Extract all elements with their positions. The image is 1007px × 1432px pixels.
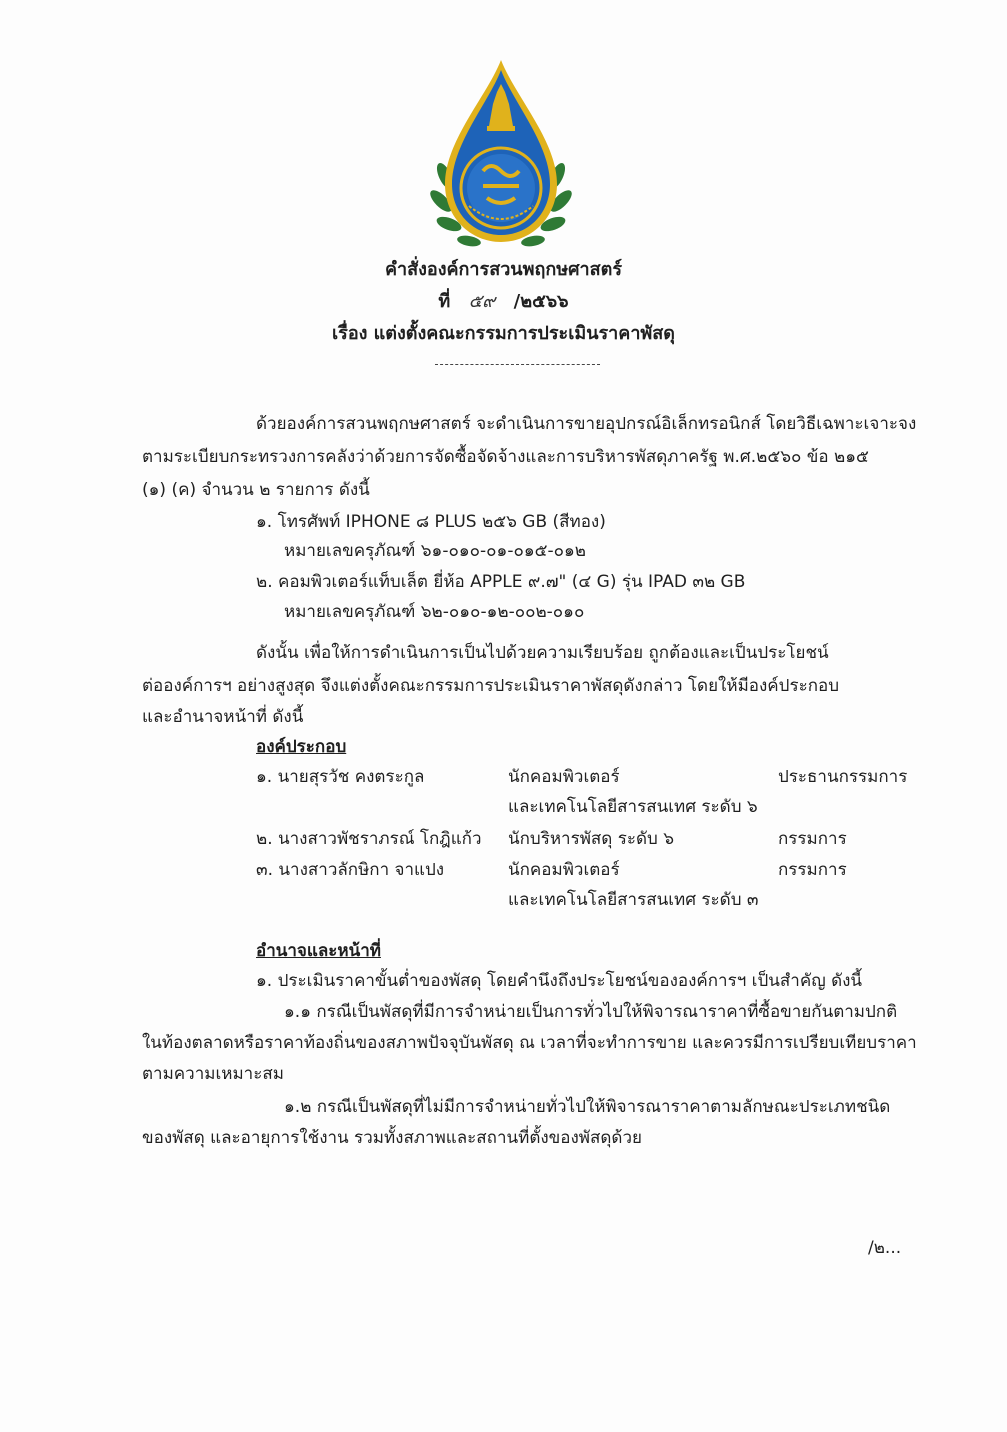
- organization-seal-logo: [427, 56, 575, 251]
- member-1-position-cont: และเทคโนโลยีสารสนเทศ ระดับ ๖: [508, 797, 758, 817]
- item-1-code: หมายเลขครุภัณฑ์ ๖๑-๐๑๐-๐๑-๐๑๕-๐๑๒: [284, 541, 586, 561]
- purpose-line-1: ดังนั้น เพื่อให้การดำเนินการเป็นไปด้วยความเรียบร้อย ถูกต้องและเป็นประโยชน์: [256, 643, 829, 663]
- member-3-name: ๓. นางสาวลักษิกา จาแปง: [256, 860, 445, 880]
- member-2-role: กรรมการ: [778, 829, 847, 849]
- item-1-name: ๑. โทรศัพท์ IPHONE ๘ PLUS ๒๕๖ GB (สีทอง): [256, 512, 606, 532]
- next-page-marker: /๒...: [868, 1238, 902, 1258]
- purpose-line-3: และอำนาจหน้าที่ ดังนี้: [142, 707, 304, 727]
- duty-1-1-line-1: ๑.๑ กรณีเป็นพัสดุที่มีการจำหน่ายเป็นการทั่วไปให้พิจารณาราคาที่ซื้อขายกันตามปกติ: [284, 1002, 898, 1022]
- purpose-line-2: ต่อองค์การฯ อย่างสูงสุด จึงแต่งตั้งคณะกรรมการประเมินราคาพัสดุดังกล่าว โดยให้มีองค์ประกอบ: [142, 676, 839, 696]
- member-1-name: ๑. นายสุรวัช คงตระกูล: [256, 767, 425, 787]
- duty-1-1-line-2: ในท้องตลาดหรือราคาท้องถิ่นของสภาพปัจจุบันพัสดุ ณ เวลาที่จะทำการขาย และควรมีการเปรียบเทียบราคา: [142, 1033, 917, 1053]
- intro-line-3: (๑) (ค) จำนวน ๒ รายการ ดังนี้: [142, 480, 370, 500]
- document-subject: เรื่อง แต่งตั้งคณะกรรมการประเมินราคาพัสดุ: [332, 323, 675, 344]
- item-2-name: ๒. คอมพิวเตอร์แท็บเล็ต ยี่ห้อ APPLE ๙.๗" (๔ G) รุ่น IPAD ๓๒ GB: [256, 572, 746, 592]
- member-2-name: ๒. นางสาวพัชราภรณ์ โกฎิแก้ว: [256, 829, 482, 849]
- member-3-position-cont: และเทคโนโลยีสารสนเทศ ระดับ ๓: [508, 890, 759, 910]
- member-3-role: กรรมการ: [778, 860, 847, 880]
- document-number-suffix: /๒๕๖๖: [513, 291, 569, 312]
- duty-1: ๑. ประเมินราคาขั้นต่ำของพัสดุ โดยคำนึงถึงประโยชน์ขององค์การฯ เป็นสำคัญ ดังนี้: [256, 971, 863, 991]
- document-number-handwritten: ๕๙: [468, 291, 496, 312]
- duty-1-2-line-1: ๑.๒ กรณีเป็นพัสดุที่ไม่มีการจำหน่ายทั่วไปให้พิจารณาราคาตามลักษณะประเภทชนิด: [284, 1097, 891, 1117]
- item-2-code: หมายเลขครุภัณฑ์ ๖๒-๐๑๐-๑๒-๐๐๒-๐๑๐: [284, 602, 585, 622]
- member-1-role: ประธานกรรมการ: [778, 767, 908, 787]
- duty-1-2-line-2: ของพัสดุ และอายุการใช้งาน รวมทั้งสภาพและสถานที่ตั้งของพัสดุด้วย: [142, 1128, 642, 1148]
- document-number: [0, 290, 1007, 314]
- document-number-prefix: ที่: [438, 291, 451, 312]
- intro-line-2: ตามระเบียบกระทรวงการคลังว่าด้วยการจัดซื้อจัดจ้างและการบริหารพัสดุภาครัฐ พ.ศ.๒๕๖๐ ข้อ ๒๑๕: [142, 447, 869, 467]
- member-2-position: นักบริหารพัสดุ ระดับ ๖: [508, 829, 675, 849]
- header-divider: [435, 364, 600, 365]
- member-3-position: นักคอมพิวเตอร์: [508, 860, 620, 880]
- document-title: คำสั่งองค์การสวนพฤกษศาสตร์: [384, 259, 623, 280]
- duties-heading: อำนาจและหน้าที่: [256, 941, 381, 961]
- duty-1-1-line-3: ตามความเหมาะสม: [142, 1064, 284, 1084]
- member-1-position: นักคอมพิวเตอร์: [508, 767, 620, 787]
- intro-line-1: ด้วยองค์การสวนพฤกษศาสตร์ จะดำเนินการขายอุปกรณ์อิเล็กทรอนิกส์ โดยวิธีเฉพาะเจาะจง: [256, 414, 917, 434]
- composition-heading: องค์ประกอบ: [256, 737, 347, 757]
